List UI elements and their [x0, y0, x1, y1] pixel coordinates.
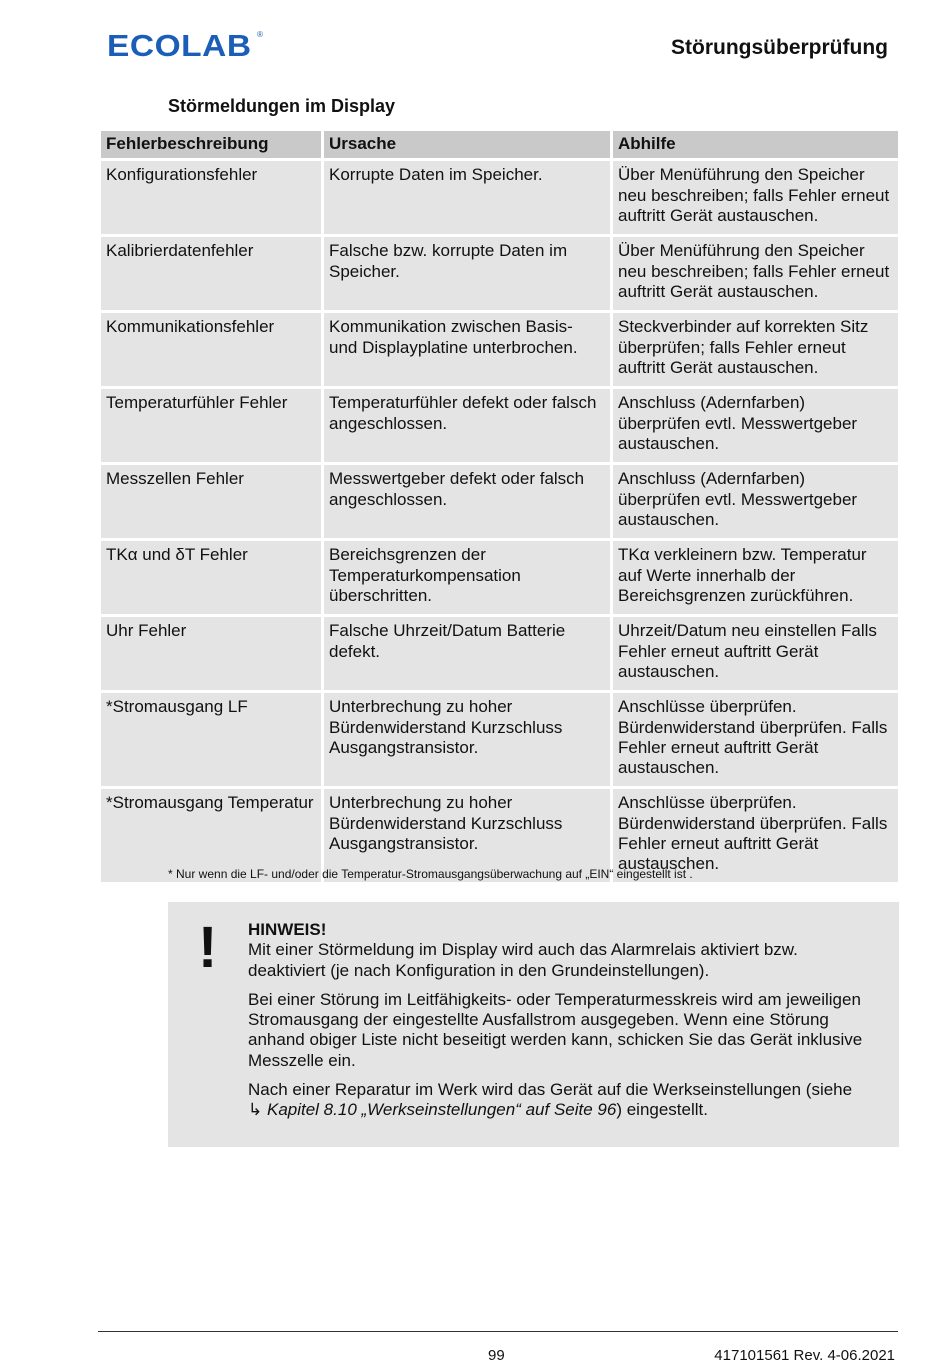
exclamation-icon: ! — [198, 915, 218, 980]
section-title: Störmeldungen im Display — [168, 96, 396, 116]
table-row — [101, 161, 898, 234]
cell-cause: Unterbrechung zu hoher Bürdenwiderstand Kurzschluss Ausgangstransistor. — [324, 789, 610, 882]
error-messages-table — [98, 128, 901, 885]
cell-description: *Stromausgang Temperatur — [101, 789, 321, 882]
document-revision: 417101561 Rev. 4-06.2021 — [714, 1347, 895, 1364]
table-row — [101, 313, 898, 386]
cell-remedy: Über Menüführung den Speicher neu beschreiben; falls Fehler erneut auftritt Gerät austauschen. — [613, 161, 898, 234]
cell-remedy: TKα verkleinern bzw. Temperatur auf Werte innerhalb der Bereichsgrenzen zurückführen. — [613, 541, 898, 614]
cell-description: TKα und δT Fehler — [101, 541, 321, 614]
cell-remedy: Anschluss (Adernfarben) überprüfen evtl. Messwertgeber austauschen. — [613, 389, 898, 462]
cell-cause: Falsche bzw. korrupte Daten im Speicher. — [324, 237, 610, 310]
note-paragraph-3-end: ) eingestellt. — [616, 1100, 708, 1120]
cell-remedy: Anschlüsse überprüfen. Bürdenwiderstand überprüfen. Falls Fehler erneut auftritt Gerät austauschen. — [613, 693, 898, 786]
column-header-description: Fehlerbeschreibung — [101, 131, 321, 158]
ecolab-logo — [107, 28, 263, 64]
cell-remedy: Anschluss (Adernfarben) überprüfen evtl. Messwertgeber austauschen. — [613, 465, 898, 538]
registered-mark: ® — [257, 30, 263, 39]
cell-remedy: Steckverbinder auf korrekten Sitz überprüfen; falls Fehler erneut auftritt Gerät austauschen. — [613, 313, 898, 386]
cell-description: Messzellen Fehler — [101, 465, 321, 538]
note-content — [248, 920, 868, 1130]
note-heading: HINWEIS! — [248, 920, 327, 939]
table-row — [101, 693, 898, 786]
cell-cause: Bereichsgrenzen der Temperaturkompensation überschritten. — [324, 541, 610, 614]
note-box — [168, 902, 899, 1147]
cell-remedy: Uhrzeit/Datum neu einstellen Falls Fehler erneut auftritt Gerät austauschen. — [613, 617, 898, 690]
page-header-title: Störungsüberprüfung — [671, 36, 888, 59]
cell-description: Kommunikationsfehler — [101, 313, 321, 386]
cell-cause: Unterbrechung zu hoher Bürdenwiderstand Kurzschluss Ausgangstransistor. — [324, 693, 610, 786]
cell-cause: Kommunikation zwischen Basis- und Displayplatine unterbrochen. — [324, 313, 610, 386]
cell-cause: Temperaturfühler defekt oder falsch angeschlossen. — [324, 389, 610, 462]
table-row — [101, 541, 898, 614]
note-paragraph-3 — [248, 1080, 868, 1121]
page-number: 99 — [488, 1347, 505, 1364]
cell-description: Uhr Fehler — [101, 617, 321, 690]
cell-description: Temperaturfühler Fehler — [101, 389, 321, 462]
footer-divider — [98, 1331, 898, 1332]
note-paragraph-3-start: Nach einer Reparatur im Werk wird das Gerät auf die Werkseinstellungen (siehe — [248, 1080, 853, 1100]
cell-cause: Falsche Uhrzeit/Datum Batterie defekt. — [324, 617, 610, 690]
table-row — [101, 237, 898, 310]
table-header-row — [101, 131, 898, 158]
table-footnote: * Nur wenn die LF- und/oder die Temperatur-Stromausgangsüberwachung auf „EIN“ eingestellt ist . — [168, 867, 693, 881]
cell-remedy: Über Menüführung den Speicher neu beschreiben; falls Fehler erneut auftritt Gerät austauschen. — [613, 237, 898, 310]
cell-remedy: Anschlüsse überprüfen. Bürdenwiderstand überprüfen. Falls Fehler erneut auftritt Gerät austauschen. — [613, 789, 898, 882]
note-paragraph-2: Bei einer Störung im Leitfähigkeits- oder Temperaturmesskreis wird am jeweiligen Stromausgang der eingestellte Ausfallstrom ausgegeben. Wenn eine Störung anhand obiger Liste nicht beseitigt werden kann, schicken Sie das Gerät inklusive Messzelle ein. — [248, 989, 863, 1070]
note-paragraph-1: Mit einer Störmeldung im Display wird auch das Alarmrelais aktiviert bzw. deaktiviert (je nach Konfiguration in den Grundeinstellungen). — [248, 940, 798, 980]
cell-description: *Stromausgang LF — [101, 693, 321, 786]
cell-description: Kalibrierdatenfehler — [101, 237, 321, 310]
cross-reference-arrow-icon: ↳ — [248, 1100, 263, 1120]
column-header-cause: Ursache — [324, 131, 610, 158]
cell-cause: Messwertgeber defekt oder falsch angeschlossen. — [324, 465, 610, 538]
chapter-reference-link[interactable]: Kapitel 8.10 „Werkseinstellungen“ auf Seite 96 — [266, 1100, 617, 1120]
table-row — [101, 465, 898, 538]
cell-cause: Korrupte Daten im Speicher. — [324, 161, 610, 234]
table-row — [101, 617, 898, 690]
logo-text: ECOLAB — [107, 28, 252, 63]
cell-description: Konfigurationsfehler — [101, 161, 321, 234]
column-header-remedy: Abhilfe — [613, 131, 898, 158]
table-row — [101, 389, 898, 462]
